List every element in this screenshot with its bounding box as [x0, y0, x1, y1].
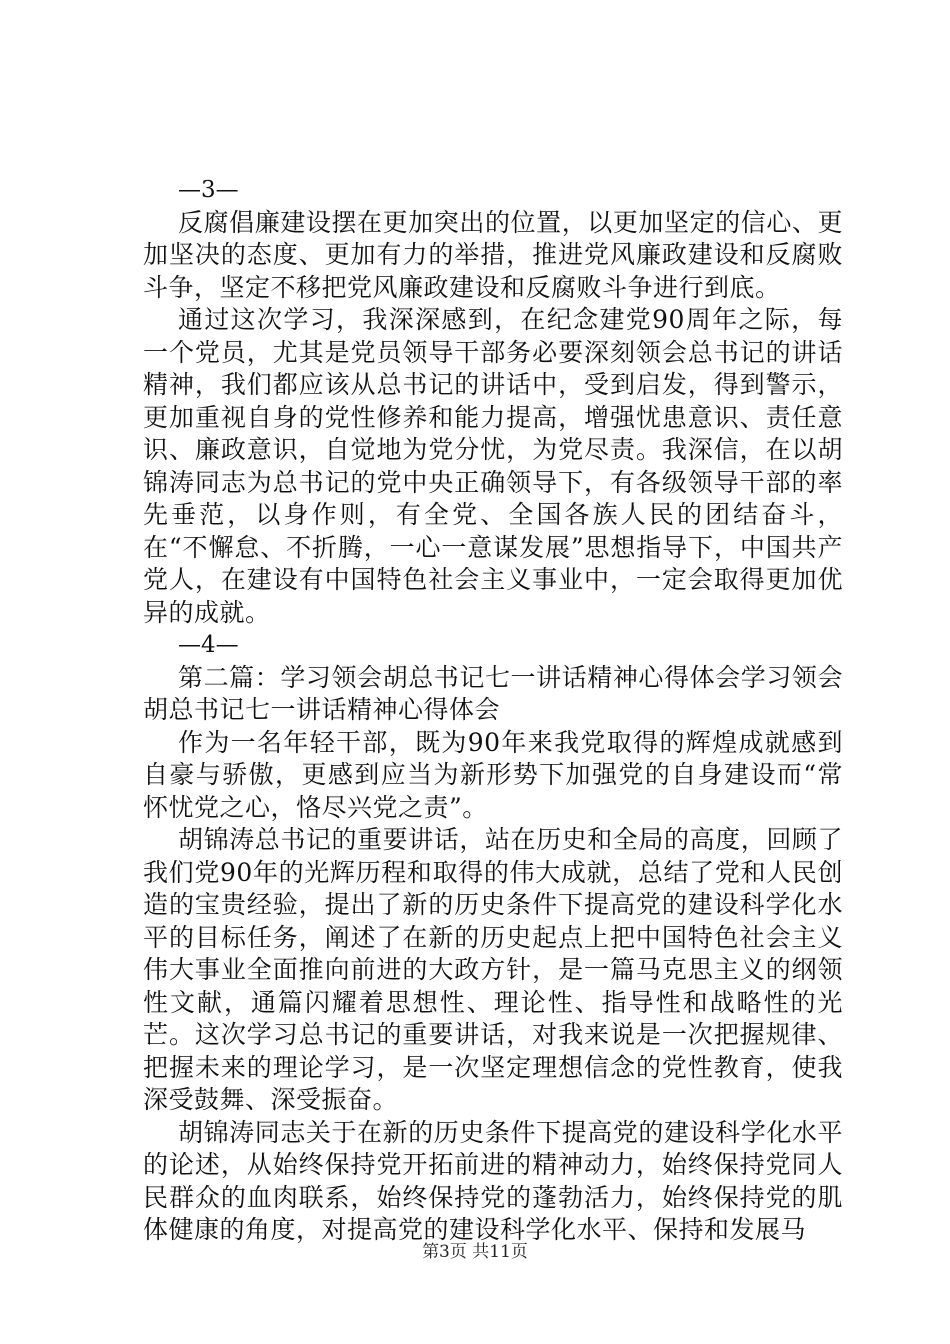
section-marker-3: —3—: [178, 177, 239, 203]
page-footer: 第3页 共11页: [422, 1242, 528, 1262]
paragraph: 通过这次学习，我深深感到，在纪念建党90周年之际，每一个党员，尤其是党员领导干部务必要深刻领会总书记的讲话精神，我们都应该从总书记的讲话中，受到启发，得到警示，更加重视自身的党性修养和能力提高，增强忧患意识、责任意识、廉政意识，自觉地为党分忧，为党尽责。我深信，在以胡锦涛同志为总书记的党中央正确领导下，有各级领导干部的率先垂范，以身作则，有全党、全国各族人民的团结奋斗，在“不懈怠、不折腾，一心一意谋发展”思想指导下，中国共产党人，在建设有中国特色社会主义事业中，一定会取得更加优异的成就。: [143, 305, 843, 627]
paragraph: 作为一名年轻干部，既为90年来我党取得的辉煌成就感到自豪与骄傲，更感到应当为新形势下加强党的自身建设而“常怀忧党之心，恪尽兴党之责”。: [143, 727, 843, 822]
paragraph: 反腐倡廉建设摆在更加突出的位置，以更加坚定的信心、更加坚决的态度、更加有力的举措，推进党风廉政建设和反腐败斗争，坚定不移把党风廉政建设和反腐败斗争进行到底。: [143, 207, 843, 302]
paragraph: 胡锦涛总书记的重要讲话，站在历史和全局的高度，回顾了我们党90年的光辉历程和取得的伟大成就，总结了党和人民创造的宝贵经验，提出了新的历史条件下提高党的建设科学化水平的目标任务，阐述了在新的历史起点上把中国特色社会主义伟大事业全面推向前进的大政方针，是一篇马克思主义的纲领性文献，通篇闪耀着思想性、理论性、指导性和战略性的光芒。这次学习总书记的重要讲话，对我来说是一次把握规律、把握未来的理论学习，是一次坚定理想信念的党性教育，使我深受鼓舞、深受振奋。: [143, 825, 843, 1114]
section-heading: 第二篇：学习领会胡总书记七一讲话精神心得体会学习领会胡总书记七一讲话精神心得体会: [143, 662, 843, 724]
section-marker-4: —4—: [178, 632, 239, 658]
paragraph: 胡锦涛同志关于在新的历史条件下提高党的建设科学化水平的论述，从始终保持党开拓前进的精神动力，始终保持党同人民群众的血肉联系，始终保持党的蓬勃活力，始终保持党的肌体健康的角度，对提高党的建设科学化水平、保持和发展马: [143, 1117, 843, 1244]
document-body: [143, 174, 843, 1247]
